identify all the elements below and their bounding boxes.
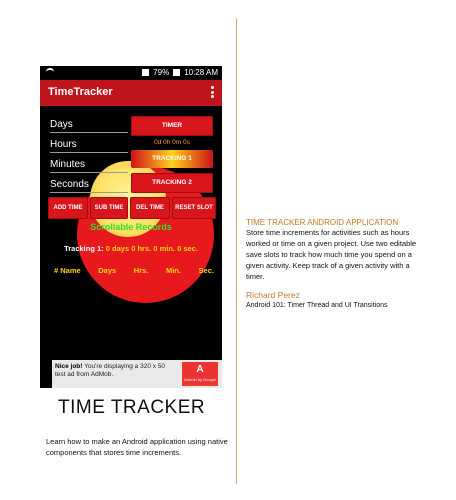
tracking-line xyxy=(40,244,222,253)
course-title: Android 101: Timer Thread and UI Transitions xyxy=(246,302,388,309)
divider-line xyxy=(236,18,237,484)
ad-bold: Nice job! xyxy=(55,363,83,370)
timer-button[interactable]: TIMER xyxy=(131,116,213,136)
column-min: Min. xyxy=(165,266,181,275)
column-sec: Sec. xyxy=(198,266,214,275)
overflow-menu-icon[interactable] xyxy=(211,86,214,98)
records-heading: Scrollable Records xyxy=(90,222,172,232)
tracking-label: Tracking 1: xyxy=(64,244,104,253)
column-days: Days xyxy=(98,266,117,275)
status-time: 10:28 AM xyxy=(184,68,218,77)
wifi-icon xyxy=(46,68,54,76)
column-name: # Name xyxy=(54,266,81,275)
reset-slot-button[interactable]: RESET SLOT xyxy=(172,197,216,219)
column-hrs: Hrs. xyxy=(133,266,149,275)
section-heading: TIME TRACKER ANDROID APPLICATION xyxy=(246,218,399,227)
hours-field[interactable]: Hours xyxy=(50,139,77,150)
ad-text: You're displaying a 320 x 50 test ad from AdMob. xyxy=(55,363,166,379)
section-description: Store time increments for activities such as hours worked or time on a given project. Use two editable save slots to track how much time you spend on a given activity. Keep track of a given activity with a timer. xyxy=(246,228,417,281)
sub-time-button[interactable]: SUB TIME xyxy=(90,197,128,219)
app-bar xyxy=(40,80,222,106)
timer-readout: 0d 0h 0m 0s xyxy=(154,139,190,146)
seconds-field[interactable]: Seconds xyxy=(50,179,89,190)
battery-level: 79% xyxy=(153,68,170,77)
minutes-field[interactable]: Minutes xyxy=(50,159,85,170)
author-name: Richard Perez xyxy=(246,290,300,300)
add-time-button[interactable]: ADD TIME xyxy=(48,197,88,219)
phone-screenshot xyxy=(40,66,222,388)
document-description: Learn how to make an Android application using native components that stores time increments. xyxy=(46,437,228,458)
status-bar xyxy=(40,66,222,80)
tracking-2-button[interactable]: TRACKING 2 xyxy=(131,173,213,193)
days-field[interactable]: Days xyxy=(50,119,73,130)
signal-icon xyxy=(142,69,149,76)
tracking-1-button[interactable]: TRACKING 1 xyxy=(131,150,213,168)
admob-logo: A Admob by Google xyxy=(182,362,218,386)
app-title: TimeTracker xyxy=(48,86,113,98)
del-time-button[interactable]: DEL TIME xyxy=(130,197,170,219)
battery-icon xyxy=(173,69,180,76)
document-title: TIME TRACKER xyxy=(58,397,206,418)
ad-banner[interactable] xyxy=(52,360,222,388)
records-columns xyxy=(54,266,214,275)
tracking-value: 0 days 0 hrs. 0 min. 0 sec. xyxy=(105,244,198,253)
